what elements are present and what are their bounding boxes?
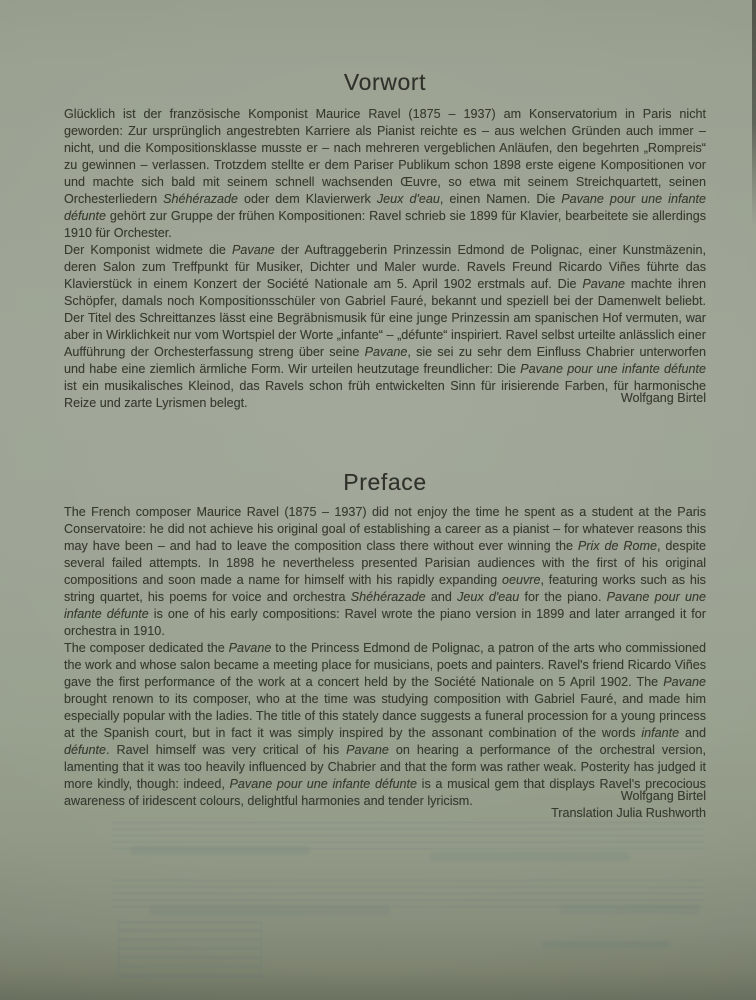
bleedthrough-staff-band-1 bbox=[112, 822, 704, 849]
vorwort-text-block bbox=[64, 106, 706, 412]
vorwort-paragraph-1: Glücklich ist der französische Komponist Maurice Ravel (1875 – 1937) am Konservatorium in Paris nicht geworden: Zur ursprünglich angestrebten Karriere als Pianist reichte es – aus welchen Gründen auch immer – nicht, und die Kompositionsklasse musste er – nach mehreren vergeblichen Anläufen, den begehrten „Rompreis“ zu gewinnen – verlassen. Trotzdem stellte er dem Pariser Publikum schon 1898 erste eigene Kompositionen vor und machte sich bald mit seinem schnell wachsenden Œuvre, so etwa mit seinem Streichquartett, seinen Orchesterliedern Shéhérazade oder dem Klavierwerk Jeux d'eau, einen Namen. Die Pavane pour une infante défunte gehört zur Gruppe der frühen Kompositionen: Ravel schrieb sie 1899 für Klavier, bearbeitete sie allerdings 1910 für Orchester. bbox=[64, 107, 706, 240]
bleedthrough-notes-smudge bbox=[560, 905, 700, 914]
preface-translator-signature: Translation Julia Rushworth bbox=[551, 806, 706, 820]
bleedthrough-staff-band-2 bbox=[112, 880, 704, 907]
page-edge-shadow bbox=[752, 0, 756, 225]
bleedthrough-notes-smudge bbox=[130, 846, 310, 855]
preface-paragraph-1: The French composer Maurice Ravel (1875 – 1937) did not enjoy the time he spent as a student at the Paris Conservatoire: he did not achieve his original goal of establishing a career as a pianist – for whatever reasons this may have been – and had to leave the composition class there without ever winning the Prix de Rome, despite several failed attempts. In 1898 he nevertheless presented Parisian audiences with the first of his original compositions and soon made a name for himself with his rapidly expanding oeuvre, featuring works such as his string quartet, his poems for voice and orchestra Shéhérazade and Jeux d'eau for the piano. Pavane pour une infante défunte is one of his early compositions: Ravel wrote the piano version in 1899 and later arranged it for orchestra in 1910. bbox=[64, 505, 707, 638]
bleedthrough-notes-smudge bbox=[150, 906, 390, 915]
vorwort-title: Vorwort bbox=[343, 69, 427, 96]
preface-text-block bbox=[64, 504, 706, 810]
preface-author-signature: Wolfgang Birtel bbox=[620, 789, 706, 803]
bleedthrough-text-line bbox=[542, 941, 670, 948]
vorwort-paragraph-2: Der Komponist widmete die Pavane der Auftraggeberin Prinzessin Edmond de Polignac, einer Kunstmäzenin, deren Salon zum Treffpunkt für Musiker, Dichter und Maler wurde. Ravels Freund Ricardo Viñes führte das Klavierstück in einem Konzert der Société Nationale am 5. April 1902 erstmals auf. Die Pavane machte ihren Schöpfer, damals noch Kompositionsschüler von Gabriel Fauré, bekannt und speziell bei der Damenwelt beliebt. Der Titel des Schreittanzes lässt eine Begräbnismusik für eine junge Prinzessin am spanischen Hof vermuten, war aber in Wirklichkeit nur vom Wortspiel der Worte „infante“ – „défunte“ inspiriert. Ravel selbst urteilte anlässlich einer Aufführung der Orchesterfassung streng über seine Pavane, sie sei zu sehr dem Einfluss Chabrier unterworfen und habe eine ziemlich ärmliche Form. Wir urteilen heutzutage freundlicher: Die Pavane pour une infante défunte ist ein musikalisches Kleinod, das Ravels schon früh entwickelten Sinn für irisierende Farben, für harmonische Reize und zarte Lyrismen belegt. bbox=[64, 243, 706, 410]
preface-signatures bbox=[64, 788, 706, 822]
preface-paragraph-2: The composer dedicated the Pavane to the Princess Edmond de Polignac, a patron of the arts who commissioned the work and whose salon became a meeting place for musicians, poets and painters. Ravel's friend Ricardo Viñes gave the first performance of the work at a concert held by the Société Nationale on 5 April 1902. The Pavane brought renown to its composer, who at the time was studying composition with Gabriel Fauré, and made him especially popular with the ladies. The title of this stately dance suggests a funeral procession for a young princess at the Spanish court, but in fact it was simply inspired by the assonant combination of the words infante and défunte. Ravel himself was very critical of his Pavane on hearing a performance of the orchestral version, lamenting that it was too heavily influenced by Chabrier and that the form was rather weak. Posterity has judged it more kindly, though: indeed, Pavane pour une infante défunte is a musical gem that displays Ravel's precocious awareness of iridescent colours, delightful harmonies and tender lyricism. bbox=[64, 641, 706, 808]
bleedthrough-imprint-box bbox=[118, 922, 262, 978]
vorwort-author-signature: Wolfgang Birtel bbox=[620, 391, 706, 405]
bleedthrough-notes-smudge bbox=[430, 852, 630, 861]
preface-title: Preface bbox=[343, 469, 427, 496]
